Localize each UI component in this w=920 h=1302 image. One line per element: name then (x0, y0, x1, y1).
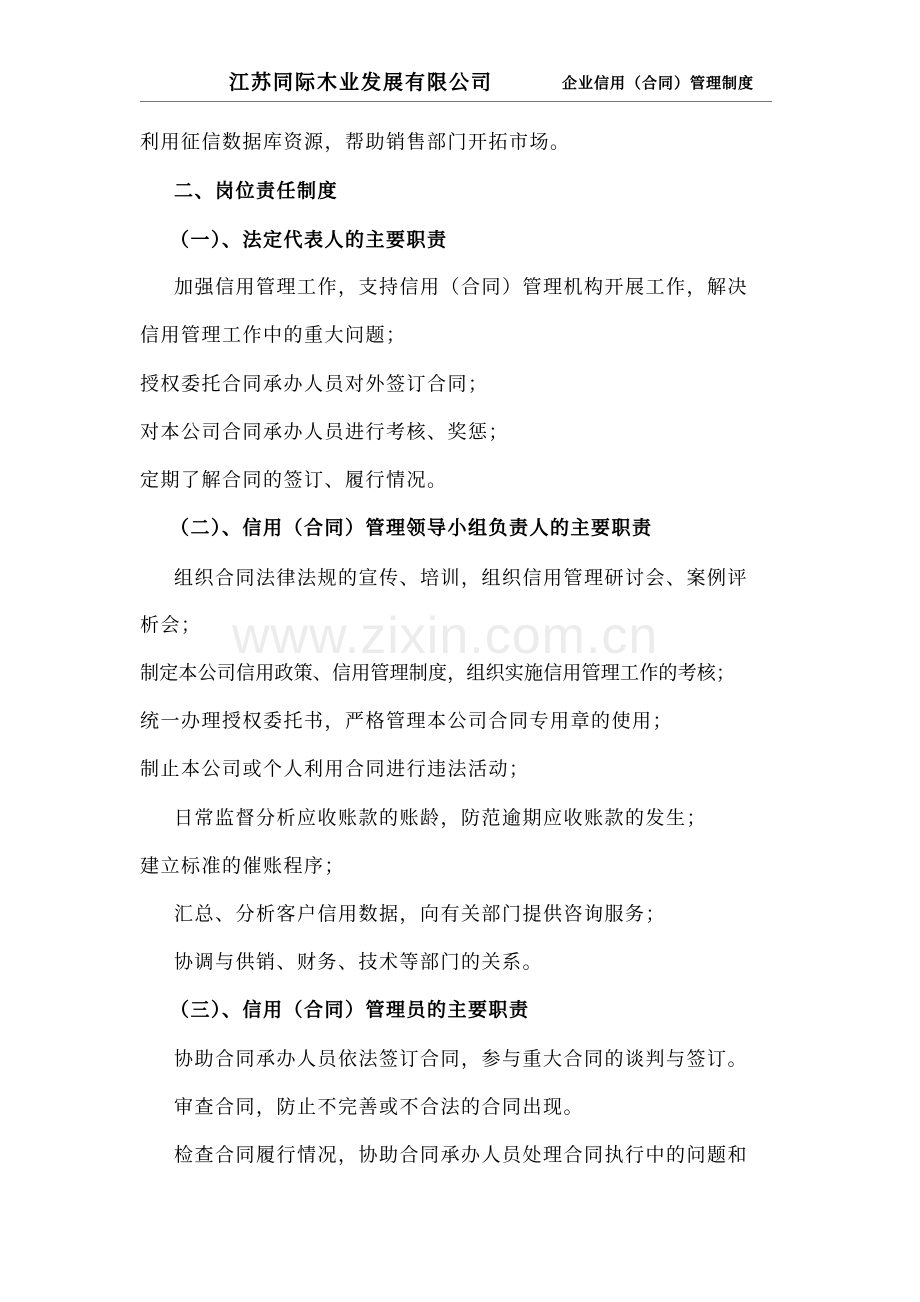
paragraph-line: 加强信用管理工作，支持信用（合同）管理机构开展工作，解决 (174, 276, 749, 298)
paragraph-line: 统一办理授权委托书，严格管理本公司合同专用章的使用； (140, 710, 674, 732)
paragraph-line: 对本公司合同承办人员进行考核、奖惩； (140, 421, 510, 443)
paragraph-line: 汇总、分析客户信用数据，向有关部门提供咨询服务； (174, 903, 667, 925)
watermark: www.zixin.com.cn (232, 607, 659, 665)
paragraph-line: 信用管理工作中的重大问题； (140, 324, 407, 346)
subsection-heading: （二）、信用（合同）管理领导小组负责人的主要职责 (170, 517, 653, 539)
page-header (0, 66, 920, 98)
section-heading: 二、岗位责任制度 (174, 180, 339, 202)
document-title: 企业信用（合同）管理制度 (562, 74, 755, 92)
paragraph-line: 组织合同法律法规的宣传、培训，组织信用管理研讨会、案例评 (174, 567, 749, 589)
paragraph-line: 协调与供销、财务、技术等部门的关系。 (174, 951, 544, 973)
paragraph-line: 制定本公司信用政策、信用管理制度，组织实施信用管理工作的考核； (140, 662, 736, 684)
paragraph-line: 析会； (140, 614, 202, 636)
paragraph-line: 审查合同，防止不完善或不合法的合同出现。 (174, 1096, 585, 1118)
subsection-heading: （一）、法定代表人的主要职责 (170, 229, 448, 251)
paragraph-line: 授权委托合同承办人员对外签订合同； (140, 373, 489, 395)
paragraph-line: 协助合同承办人员依法签订合同，参与重大合同的谈判与签订。 (174, 1048, 749, 1070)
header-divider (140, 101, 772, 102)
company-name: 江苏同际木业发展有限公司 (229, 70, 493, 94)
paragraph-line: 日常监督分析应收账款的账龄，防范逾期应收账款的发生； (174, 807, 708, 829)
paragraph-line: 利用征信数据库资源，帮助销售部门开拓市场。 (140, 131, 571, 153)
paragraph-line: 定期了解合同的签订、履行情况。 (140, 469, 448, 491)
paragraph-line: 制止本公司或个人利用合同进行违法活动； (140, 758, 530, 780)
paragraph-line: 建立标准的催账程序； (140, 855, 346, 877)
paragraph-line: 检查合同履行情况，协助合同承办人员处理合同执行中的问题和 (174, 1144, 749, 1166)
subsection-heading: （三）、信用（合同）管理员的主要职责 (170, 999, 530, 1021)
